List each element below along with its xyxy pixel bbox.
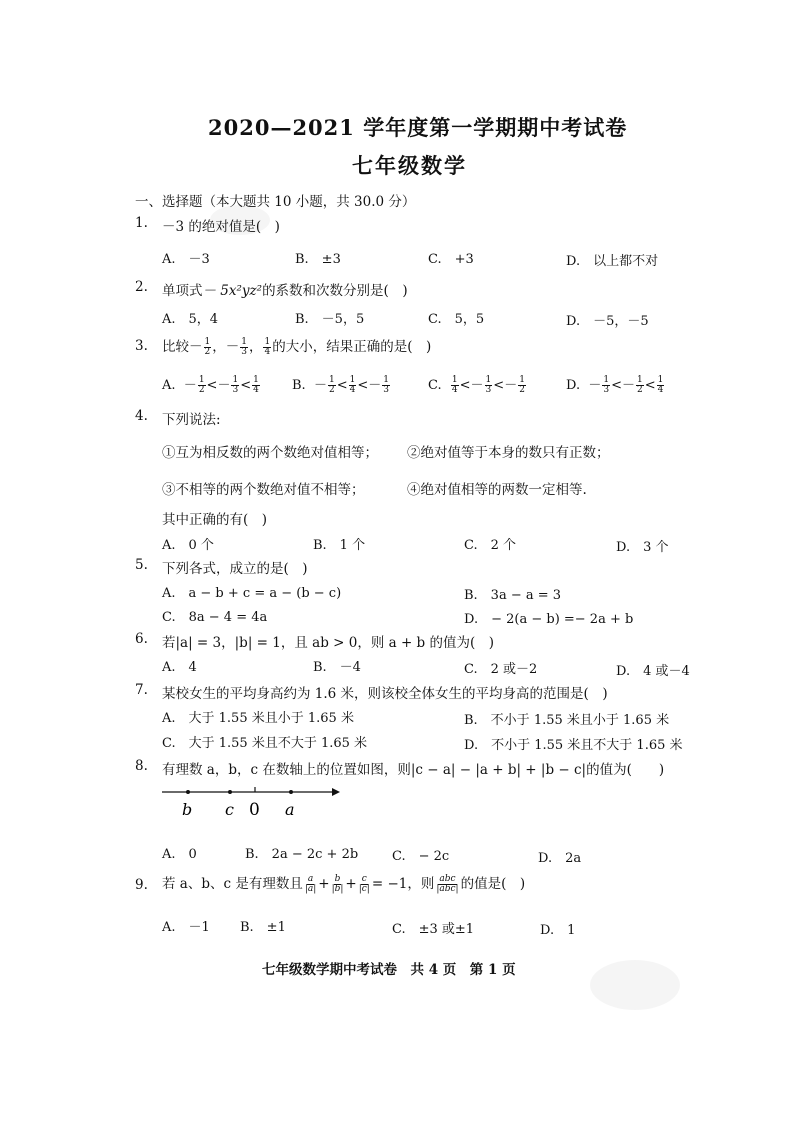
option-a: A. a − b + c = a − (b − c): [162, 586, 342, 601]
label-b: b: [182, 800, 193, 819]
question-text: [162, 279, 408, 299]
question-text: 若|a| = 3，|b| = 1，且 ab > 0，则 a + b 的值为( ): [162, 635, 495, 651]
question-text: －3 的绝对值是( ): [162, 219, 280, 235]
fraction: $\frac{c}{|c|}$: [358, 874, 370, 894]
arrow-right-icon: [332, 788, 340, 796]
question-text-post: 的大小，结果正确的是( ): [272, 339, 432, 355]
fraction: $\frac{1}{4}$: [264, 337, 271, 357]
question-text-post: 的系数和次数分别是( ): [262, 283, 408, 299]
math-expression: － 5x²yz²: [202, 283, 263, 299]
label-c: c: [225, 800, 234, 819]
question-text-mid: = −1，则: [371, 876, 435, 892]
option-a: A. 0: [162, 847, 197, 862]
option-b: B. －5，5: [295, 312, 365, 327]
option-d: D. － $\frac{1}{3}$ <－ $\frac{1}{2}$ < $\frac{1}{4}$: [566, 375, 664, 395]
question-text-pre: 单项式: [162, 283, 203, 299]
option-c: C. ±3 或±1: [392, 922, 475, 937]
scan-smudge: [590, 960, 680, 1010]
option-d: D. 2a: [538, 851, 582, 866]
point-c: [228, 790, 232, 794]
statement-4: ④绝对值相等的两数一定相等.: [407, 482, 587, 498]
statement-2: ②绝对值等于本身的数只有正数；: [407, 445, 610, 461]
option-c: C. 8a − 4 = 4a: [162, 610, 268, 625]
question-ask: 其中正确的有( ): [162, 512, 268, 528]
option-d: D. 4 或－4: [616, 664, 690, 679]
question-number: 4.: [135, 408, 148, 424]
option-b: B. － $\frac{1}{2}$ < $\frac{1}{4}$ <－ $\frac{1}{3}$: [292, 375, 389, 395]
option-a: A. 4: [162, 660, 197, 675]
fraction: $\frac{a}{|a|}$: [304, 874, 317, 894]
option-c: C. +3: [428, 252, 474, 267]
option-d: D. －5，－5: [566, 314, 649, 329]
option-b: B. 1 个: [313, 538, 366, 553]
option-b: B. ±3: [295, 252, 341, 267]
point-a: [289, 790, 293, 794]
question-text: 有理数 a，b，c 在数轴上的位置如图，则|c − a| − |a + b| + |b − c|的值为( ): [162, 762, 665, 778]
label-a: a: [285, 800, 295, 819]
option-d: D. − 2(a − b) =− 2a + b: [464, 612, 634, 627]
option-c: C. $\frac{1}{4}$ <－ $\frac{1}{3}$ <－ $\frac{1}{2}$: [428, 375, 525, 395]
question-text-pre: 比较－: [162, 339, 203, 355]
question-number: 3.: [135, 338, 148, 354]
option-b: B. 2a − 2c + 2b: [245, 847, 359, 862]
fraction: $\frac{1}{3}$: [241, 337, 247, 357]
option-c: C. 大于 1.55 米且不大于 1.65 米: [162, 736, 368, 751]
question-text: [162, 335, 431, 357]
option-a: A. 5，4: [162, 312, 219, 327]
question-text-mid: ，: [248, 339, 263, 355]
section-heading: 一、选择题（本大题共 10 小题，共 30.0 分）: [135, 194, 416, 210]
question-text-post: 的值是( ): [460, 876, 526, 892]
statement-3: ③不相等的两个数绝对值不相等；: [162, 482, 365, 498]
page-footer: 七年级数学期中考试卷 共 4 页 第 1 页: [262, 962, 516, 978]
question-number: 5.: [135, 557, 148, 573]
option-d: D. 1: [540, 923, 576, 938]
question-number: 9.: [135, 877, 148, 893]
option-c: C. − 2c: [392, 849, 450, 864]
option-c: C. 2 或－2: [464, 662, 538, 677]
option-a: A. －1: [162, 920, 210, 935]
exam-title: 2020—2021 学年度第一学期期中考试卷: [208, 115, 628, 140]
fraction: $\frac{b}{|b|}$: [331, 874, 344, 894]
option-d: D. 不小于 1.55 米且不大于 1.65 米: [464, 738, 683, 753]
option-a: A. － $\frac{1}{2}$ <－ $\frac{1}{3}$ < $\frac{1}{4}$: [162, 375, 259, 395]
option-c: C. 2 个: [464, 538, 517, 553]
option-c: C. 5，5: [428, 312, 485, 327]
question-text: 某校女生的平均身高约为 1.6 米，则该校全体女生的平均身高的范围是( ): [162, 686, 608, 702]
option-a: A. 大于 1.55 米且小于 1.65 米: [162, 711, 354, 726]
option-b: B. 3a − a = 3: [464, 588, 562, 603]
statement-1: ①互为相反数的两个数绝对值相等；: [162, 445, 378, 461]
fraction: $\frac{\text{abc}}{\text{|abc|}}$: [436, 874, 459, 894]
number-line-diagram: [160, 780, 350, 825]
question-number: 7.: [135, 682, 148, 698]
question-text: 下列各式，成立的是( ): [162, 561, 308, 577]
option-d: D. 以上都不对: [566, 254, 659, 269]
question-text: 若 a、b、c 是有理数且 $\frac{a}{|a|}$ + $\frac{b}{|b|}$ + $\frac{c}{|c|}$ = −1，则 $\frac{\text{abc}}{\text{|abc|}}$ 的值是( ): [162, 874, 526, 894]
option-b: B. －4: [313, 660, 361, 675]
option-d: D. 3 个: [616, 540, 669, 555]
point-b: [186, 790, 190, 794]
question-number: 8.: [135, 758, 148, 774]
question-text: 下列说法:: [162, 412, 221, 428]
label-zero: 0: [249, 800, 260, 820]
option-b: B. 不小于 1.55 米且小于 1.65 米: [464, 713, 670, 728]
question-text-mid: ，－: [212, 339, 240, 355]
question-number: 1.: [135, 215, 148, 231]
option-a: A. 0 个: [162, 538, 214, 553]
fraction: $\frac{1}{2}$: [204, 337, 211, 357]
option-a: A. －3: [162, 252, 210, 267]
question-number: 2.: [135, 279, 148, 295]
option-b: B. ±1: [240, 920, 286, 935]
exam-subtitle: 七年级数学: [352, 153, 467, 178]
question-number: 6.: [135, 631, 148, 647]
question-text-pre: 若 a、b、c 是有理数且: [162, 876, 303, 892]
